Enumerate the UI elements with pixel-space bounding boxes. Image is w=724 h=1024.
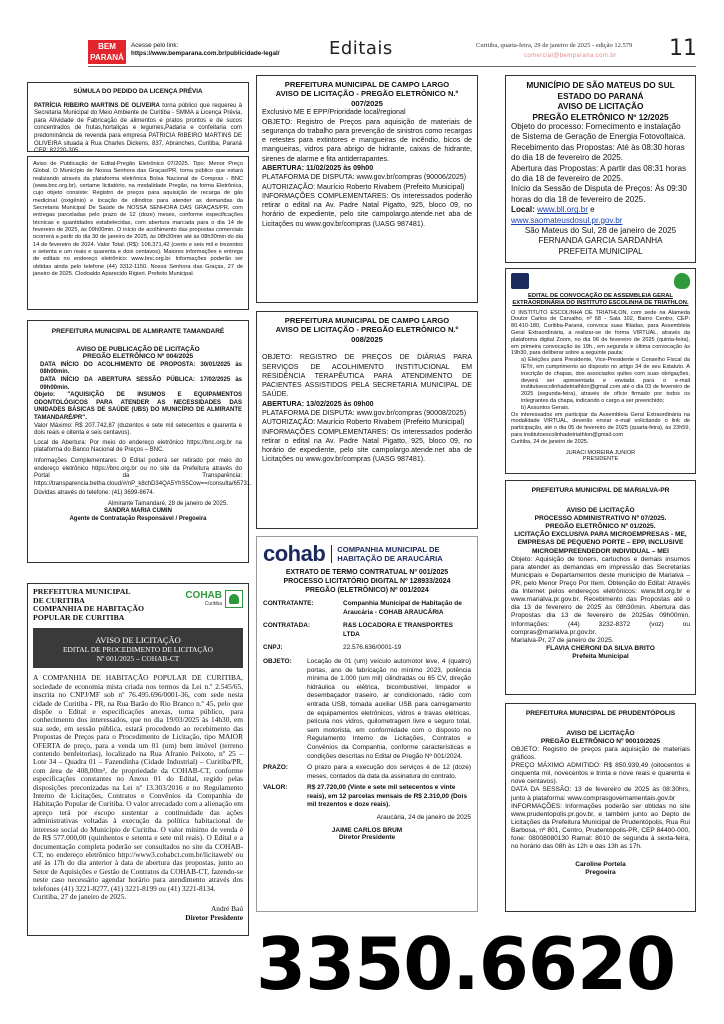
commercial-email[interactable]: comercial@bemparana.com.br <box>524 53 617 59</box>
edition-date: Curitiba, quarta-feira, 29 de janeiro de 2025 - edição 12.579 <box>476 42 633 49</box>
cohab-curitiba-notice: PREFEITURA MUNICIPAL DE CURITIBA COMPANHIA DE HABITAÇÃO POPULAR DE CURITIBA COHAB Curitiba AVISO DE LICITAÇÃO EDITAL DE PROCEDIMENTO DE LICITAÇÃO Nº 001/2025 – COHAB-CT A COMPANHIA DE HABITAÇÃO POPULAR DE CURITIBA, sociedade de economia mista criada nos termos da Lei n.º 2.545/65, inscrita no CNPJ/MF sob nº 76.495.696/0001-36, com sede nesta cidade de Curitiba - PR, na Rua Barão do Rio Branco n.º 45, pelo que dispõe o Edital e especificações anexas, torna público, para conhecimento dos interessados, que no dia 19/03/2025 às 14h30, em sua sede, em sessão pública, estará procedendo ao recebimento das Propostas de Preços para o Procedimento de Licitação, tipo MAIOR OFERTA de preço, para a venda um 01 (um) bem imóvel (terreno contendo benfeitorias), localizado na Rua Afranio Peixoto, nº 25 – Lote 34 – Quadra 01 – Fazendinha (Cidade Industrial) – Curitiba/PR, com área de 408,00m², de propriedade da COHAB-CT, conforme especificações constantes no Anexo 01 do Edital, regido pelas disposições preconizadas na Lei nº 13.303/2016 e no Regulamento Interno de Licitações, Contratos e Convênios da Companhia de Habitação Popular de Curitiba. O valor arrecadado com a alienação em apreço terá por escopo sustentar a continuidade das ações administrativas voltadas à execução da política habitacional de interesse social do Município de Curitiba. O valor mínimo de venda é de R$ 577.000,00 (quinhentos e setenta e sete mil reais). O Edital e a documentação completa poderão ser consultados no site da COHAB-CT, no endereço eletrônico http://www3.cohabct.com.br/licitaweb/ ou até às 17h do dia anterior à data de abertura das propostas, junto ao Setor de Aquisições e Gestão de Contratos da COHAB-CT, fazendo-se neste caso necessário agendar horário para atendimento através dos telefones (41) 3221-8277, (41) 3221-8199 ou (41) 3221-8134. Curitiba, 27 de janeiro de 2025. André Baú Diretor Presidente <box>27 583 249 936</box>
licenca-notice: SÚMULA DO PEDIDO DA LICENÇA PRÉVIA PATRÍCIA RIBEIRO MARTINS DE OLIVEIRA torna público que requereu à Secretaria Municipal do Meio Ambiente de Curitiba - SMMA a Licença Prévia, para Atividade de Fabricação de alimentos e pratos prontos e de sucos concentrados de frutas,hortaliças e legumes,Padaria e confeitaria com predominância de revenda para empresa PATRICIA RIBEIRO MARTINS DE OLIVEIRA situada à Rua Charles Dickens, 837, Abranches, Curitiba, Paraná CEP: 82220-305. <box>27 82 249 152</box>
phone-ad-number: 3350.6620 <box>256 922 676 1006</box>
prudentopolis-notice: PREFEITURA MUNICIPAL DE PRUDENTÓPOLIS AVISO DE LICITAÇÃO PREGÃO ELETRÔNICO Nº 90010/2025 OBJETO: Registro de preços para aquisição de materiais gráficos. PREÇO MÁXIMO ADMITIDO: R$ 850.939,49 (oitocentos e cinquenta mil, novecentos e trinta e nove reais e quarenta e nove centavos). DATA DA SESSÃO: 13 de fevereiro de 2025 às 08:30hrs, junto à plataforma: www.comprasgovernamentais.gov.br INFORMAÇÕES: Informações poderão ser obtidas no site www.prudentopolis.pr.gov.br, e também junto ao Depto de Licitações da Prefeitura Municipal de Prudentópolis, Rua Rui Barbosa, nº 801, Centro, Prudentópolis-PR, CEP 84400-000, fone: 08008080130 Ramal: 8010 de segunda à sexta-feira, no horário das 08h às 12h e das 13h as 17h. Caroline Portela Pregoeira <box>505 703 696 912</box>
campo-largo-notice-2: PREFEITURA MUNICIPAL DE CAMPO LARGO AVISO DE LICITAÇÃO - PREGÃO ELETRÔNICO N.º 008/2025 OBJETO: REGISTRO DE PREÇOS DE DIÁRIAS PARA SERVIÇOS DE ACOLHIMENTO INSTITUCIONAL EM RESIDÊNCIA TERAPÊUTICA PARA ATENDIMENTO DE PACIENTES ASSISTIDOS PELA SECRETARIA MUNICIPAL DE SAÚDE. ABERTURA: 13/02/2025 às 09h00 PLATAFORMA DE DISPUTA: www.gov.br/compras (90008/2025) AUTORIZAÇÃO: Maurício Roberto Rivabem (Prefeito Municipal) INFORMAÇÕES COMPLEMENTARES: Os interessados poderão retirar o edital na Av. Padre Natal Pigatto, 925, bloco 09, no horário de expediente, pelo site campolargo.atende.net aba de Licitações ou www.gov.br/compras (UASG 987481). <box>256 311 478 529</box>
bemparana-logo[interactable]: BEM PARANÁ <box>88 40 126 64</box>
sao-mateus-notice: MUNICÍPIO DE SÃO MATEUS DO SUL ESTADO DO PARANÁ AVISO DE LICITAÇÃO PREGÃO ELETRÔNICO Nº 12/2025 Objeto do processo: Fornecimento e instalação de Sistema de Geração de Energia Fotovoltaica. Recebimento das Propostas: Até às 08:30 horas do dia 18 de fevereiro de 2025. Abertura das Propostas: A partir das 08:31 horas do dia 18 de fevereiro de 2025. Início da Sessão de Disputa de Preços: Às 09:30 horas do dia 18 de fevereiro de 2025. Local: www.bll.org.br e www.saomateusdosul.pr.gov.br São Mateus do Sul, 28 de janeiro de 2025 FERNANDA GARCIA SARDANHA PREFEITA MUNICIPAL <box>505 75 696 263</box>
sao-mateus-site-link[interactable]: www.saomateusdosul.pr.gov.br <box>511 215 623 225</box>
cohab-araucaria-notice: cohab COMPANHIA MUNICIPAL DE HABITAÇÃO DE ARAUCÁRIA EXTRATO DE TERMO CONTRATUAL Nº 001/2025 PROCESSO LICITATÓRIO DIGITAL Nº 128933/2024 PREGÃO (ELETRÔNICO) Nº 001/2024 CONTRATANTE: Companhia Municipal de Habitação de Araucária - COHAB ARAUCÁRIA CONTRATADA: R&S LOCADORA E TRANSPORTES LTDA CNPJ: 22.576.636/0001-19 OBJETO: Locação de 01 (um) veículo automotor leve, 4 (quatro) portas, ano de fabricação no mínimo 2023, potência mínima de 1.000 (um mil) cilindradas ou 65 CV, direção hidráulica ou elétrica, bicombustível, limpador e desembaçador traseiro, ar condicionado, rádio com entrada USB, tomada auxiliar USB para carregamento de equipamentos eletrônicos, vidros e travas elétricas, película nos vidros, quilometragem livre e seguro total, sem motorista, em conformidade com o disposto no Regulamento Interno de Licitações, Contratos e Convênios da Companhia, conforme características e condições descritas no Edital de Pregão Nº 001/2024. PRAZO: O prazo para a execução dos serviços é de 12 (doze) meses, contados da data da assinatura do contrato. VALOR: R$ 27.720,00 (Vinte e sete mil setecentos e vinte reais), em 12 parcelas mensais de R$ 2.310,00 (Dois mil trezentos e doze reais). Araucária, 24 de janeiro de 2025 JAIME CARLOS BRUM Diretor Presidente <box>256 536 478 912</box>
sra-gracas-notice: Aviso de Publicação de Edital-Pregão Eletrônico 07/2025. Tipo: Menor Preço Global. O Município de Nossa Senhora das Graças/PR, torna público que estará realizando através da plataforma eletrônica Bolsa Nacional de Compras - BNC (www.bnc.org.br), certame licitatório, na modalidade Pregão, na forma Eletrônica, cujo objeto consiste: Registro de preços para aquisição de recarga de gás medicinal (oxigênio) e locação de cilindros para atender as demandas da Secretaria Municipal De Saúde de NOSSA SENHORA DAS GRAÇAS/PR, com entregas parceladas pelo prazo de 12 (doze) meses, conforme especificações técnicas e quantidades estabelecidas, com abertura marcada para o dia 14 de fevereiro de 2025, às 09h00min. O início de acolhimento das propostas comerciais ocorrerá a partir do dia 30 de janeiro de 2025, às 08h30min até às 08h30min do dia 14 de fevereiro de 2024. Valor Total: (R$): 106.371,42 (cento e seis mil e trezentos e setenta e um reais e quarenta e dois centavos). Maiores informações e entrega de editais no endereço eletrônico: www.bnc.org.br. Informações poderão ser obtidas ainda pelo telefone (44) 3312-1150. Nossa Senhora das Graças, 27 de janeiro de 2025. Clodoaldo Aparecido Rigieri. Prefeito Municipal. <box>27 156 249 310</box>
triathlon-notice: EDITAL DE CONVOCAÇÃO DE ASSEMBLEIA GERAL EXTRAORDINÁRIA DO INSTITUTO ESCOLINHA DE TRIATHLON. O INSTITUTO ESCOLINHA DE TRIATHLON, com sede na Alameda Doutor Carlos de Carvalho, nº 68 - Sala 102, Bairro Centro, CEP: 80.410-180, Curitiba-Paraná, convoca suas filiadas, para Assembleia Geral Extraordinária, a realizar-se de forma VIRTUAL, através da plataforma digital Zoom, no dia 06 de fevereiro de 2025 (quinta-feira), em primeira convocação às 19h., em segunda e última convocação às 19h30, para deliberar sobre a seguinte pauta: a) Eleições para Presidente, Vice-Presidente e Conselho Fiscal da IETri, em cumprimento ao disposto no artigo 34 de seu Estatuto. A inscrição de chapas, dos associados quites com suas obrigações, deverá ser apresentada e enviada para o e-mail institutoescolinhadetriathlon@gmail.com até o dia 03 de fevereiro de 2025 (segunda-feira), através de ofício firmado por todos os integrantes da chapa, indicando o cargo a ser preenchido; b) Assuntos Gerais. Os interessados em participar da Assembleia Geral Extraordinária na modalidade VIRTUAL, deverão enviar e-mail solicitando o link de participação, até o dia 05 de fevereiro de 2025 (quarta-feira), às 23h59, para institutoescolinhadetriathlon@gmail.com Curitiba, 24 de janeiro de 2025. JURACI MOREIRA JUNIOR PRESIDENTE <box>505 268 696 474</box>
header-rule <box>88 66 696 67</box>
almirante-notice: PREFEITURA MUNICIPAL DE ALMIRANTE TAMANDARÉ AVISO DE PUBLICAÇÃO DE LICITAÇÃO PREGÃO ELETRÔNICO Nº 004/2025 DATA INÍCIO DO ACOLHIMENTO DE PROPOSTA: 30/01/2025 às 08h00min. DATA INÍCIO DA ABERTURA SESSÃO PÚBLICA: 17/02/2025 às 09h00min. Objeto: "AQUISIÇÃO DE INSUMOS E EQUIPAMENTOS ODONTOLÓGICOS PARA ATENDER AS NECESSIDADES DAS UNIDADES BÁSICAS DE SAÚDE (UBS) DO MUNICÍPIO DE ALMIRANTE TAMANDARÉ/PR". Valor Máximo: R$ 207.742,87 (duzentos e sete mil setecentos e quarenta e dois reais e oitenta e seis centavos). Local de Abertura: Por meio do endereço eletrônico https://bnc.org.br na plataforma do Banco Nacional de Preços – BNC. Informações Complementares: O Edital poderá ser retirado por meio do endereço eletrônico https://bnc.org.br ou no site da Prefeitura através do Portal da Transparência: https://transparencia.betha.cloud/#/nP_k8chD34QA5YhS5Cow==/consulta/65731. Dúvidas através do telefone: (41) 3699-8674. Almirante Tamandaré, 28 de janeiro de 2025. SANDRA MARIA CUMIN Agente de Contratação Responsável / Pregoeira <box>27 320 249 563</box>
campo-largo-notice-1: PREFEITURA MUNICIPAL DE CAMPO LARGO AVISO DE LICITAÇÃO - PREGÃO ELETRÔNICO N.º 007/2025 Exclusivo ME E EPP/Prioridade local/regional OBJETO: Registro de Preços para aquisição de materiais de segurança do trabalho para prevenção de sinistros como recargas e retestes para extintores e mangueiras de incêndio, bicos de mangueiras, vidros para abrigo de hidrante, caixas de hidrante, sirenes de alarme e fita antiderrapantes. ABERTURA: 11/02/2025 às 09h00 PLATAFORMA DE DISPUTA: www.gov.br/compras (90006/2025) AUTORIZAÇÃO: Maurício Roberto Rivabem (Prefeito Municipal) INFORMAÇÕES COMPLEMENTARES: Os interessados poderão retirar o edital na Av. Padre Natal Pigatto, 925, bloco 09, no horário de expediente, pelo site campolargo.atende.net aba de Licitações ou www.gov.br/compras (UASG 987481). <box>256 75 478 303</box>
cohab-banner: AVISO DE LICITAÇÃO EDITAL DE PROCEDIMENTO DE LICITAÇÃO Nº 001/2025 – COHAB-CT <box>33 628 243 668</box>
triathlon-crest-icon <box>674 273 690 289</box>
bll-link[interactable]: www.bll.org.br <box>537 205 588 215</box>
page-number: 11 <box>669 36 697 61</box>
curitiba-emblem-icon <box>225 590 243 608</box>
triathlon-logo-icon <box>511 273 529 289</box>
araucaria-brand: cohab COMPANHIA MUNICIPAL DE HABITAÇÃO DE ARAUCÁRIA <box>263 541 443 566</box>
section-title: Editais <box>329 38 393 59</box>
access-link[interactable]: Acesse pelo link: https://www.bemparana.com.br/publicidade-legal/ <box>131 42 280 57</box>
cohab-logo: COHAB Curitiba <box>185 590 222 607</box>
marialva-notice: PREFEITURA MUNICIPAL DE MARIALVA-PR AVISO DE LICITAÇÃO PROCESSO ADMINISTRATIVO Nº 07/2025. PREGÃO ELETRÔNICO Nº 01/2025. LICITAÇÃO EXCLUSIVA PARA MICROEMPRESAS - ME, EMPRESAS DE PEQUENO PORTE – EPP, INCLUSIVE MICROEMPREENDEDOR INDIVIDUAL – MEI Objeto: Aquisição de toners, cartuchos e demais insumos para atender as demandas em impressão das Secretarias Municipais e Departamentos deste município de Marialva – PR, pelo Menor Preço Por Item. Obtenção do Edital: Através da Internet pelos endereços eletrônicos: www.bll.org.br e www.marialva.pr.gov.br. Recebimento das Propostas até o dia 13 de fevereiro de 2025 às 08h30min. Abertura das Propostas dia 13 de fevereiro de 2025às 09h00min. Informações: (44) 3232-8372 (voz) ou compras@marialva.pr.gov.br. Marialva-Pr, 27 de janeiro de 2025. FLAVIA CHERONI DA SILVA BRITO Prefeita Municipal <box>505 480 696 695</box>
